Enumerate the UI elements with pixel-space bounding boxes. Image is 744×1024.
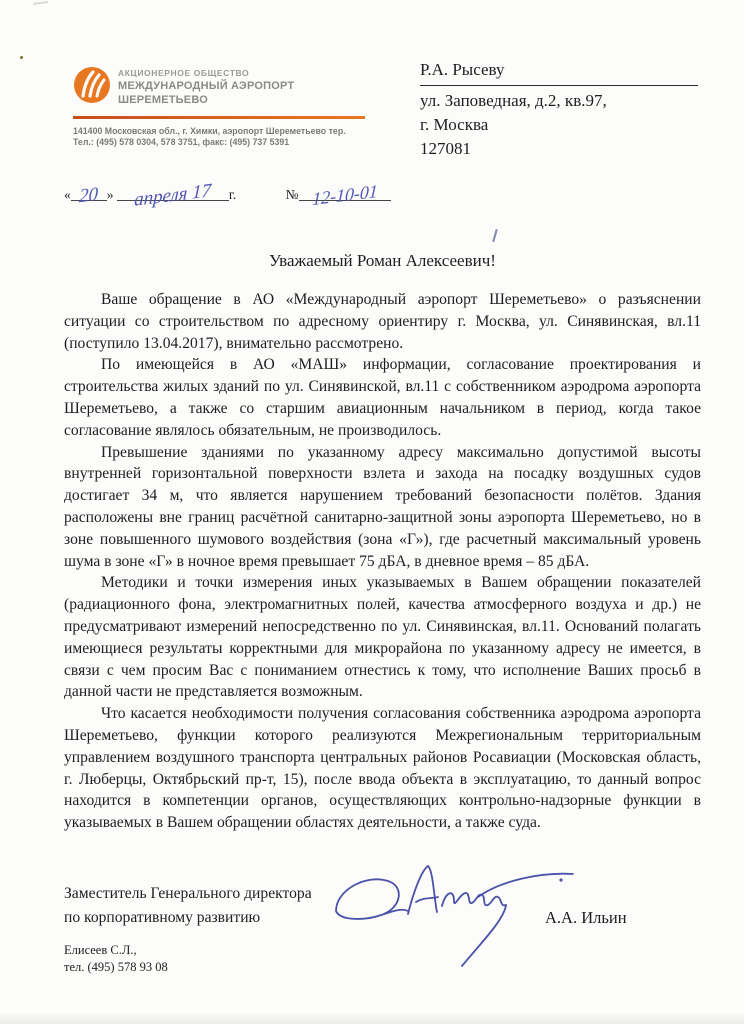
date-day-blank [71, 183, 107, 208]
recipient-name: Р.А. Рысеву [420, 58, 698, 86]
recipient-block [420, 58, 698, 161]
org-type-label: АКЦИОНЕРНОЕ ОБЩЕСТВО [118, 68, 250, 79]
recipient-postcode: 127081 [420, 139, 471, 158]
scan-smudge [33, 1, 48, 5]
recipient-street: ул. Заповедная, д.2, кв.97, [420, 91, 607, 110]
date-number-line [64, 180, 484, 211]
signer-name: А.А. Ильин [545, 908, 627, 927]
paragraph-5: Что касается необходимости получения согласования собственника аэродрома аэропорта Шереметьево, функции которого реализуются Межрегиональным территориальным управлением воздушного транспорта центральных районов Росавиации (Московская область, г. Люберцы, Октябрьский пр-т, 15), после ввода объекта в эксплуатацию, то данный вопрос находится в компетенции органов, осуществляющих контрольно-надзорные функции в указываемых в Вашем обращении областях деятельности, а также суда. [64, 705, 701, 832]
date-month-blank [117, 180, 229, 211]
executor-contact [64, 942, 168, 976]
letterhead [73, 66, 365, 148]
letterhead-phone: Тел.: (495) 578 0304, 578 3751, факс: (495) 737 5391 [73, 137, 290, 148]
executor-name: Елисеев С.Л., [64, 943, 137, 957]
letterhead-logo-row [73, 66, 365, 109]
org-name-label: МЕЖДУНАРОДНЫЙ АЭРОПОРТ ШЕРЕМЕТЬЕВО [118, 80, 295, 106]
paragraph-3: Превышение зданиями по указанному адресу максимально допустимой высоты внутренней горизонтальной поверхности взлета и захода на посадку воздушных судов достигает 34 м, что является нарушением требований безопасности полётов. Здания расположены вне границ расчётной санитарно-защитной зоны аэропорта Шереметьево, но в зоне повышенного шумового воздействия (зона «Г»), где расчетный максимальный уровень шума в зоне «Г» в ночное время превышает 75 дБА, в дневное время – 85 дБА. [64, 443, 701, 570]
handwritten-number: 12-10-01 [311, 180, 378, 210]
signature-ink [328, 856, 578, 981]
recipient-city: г. Москва [420, 115, 489, 134]
letterhead-address: 141400 Московская обл., г. Химки, аэропорт Шереметьево тер. [73, 125, 346, 136]
number-blank [299, 180, 391, 210]
paragraph-1: Ваше обращение в АО «Международный аэропорт Шереметьево» о разъяснении ситуации со строительством по адресному ориентиру г. Москва, ул. Синявинская, вл.11 (поступило 13.04.2017), внимательно рассмотрено. [64, 291, 701, 352]
letterhead-divider [73, 116, 365, 119]
close-quote: » [106, 187, 114, 202]
handwritten-day: 20 [78, 183, 99, 208]
pen-mark [492, 229, 497, 242]
open-quote: « [64, 187, 71, 202]
company-logo-icon [73, 66, 111, 109]
signer-title [64, 882, 312, 930]
handwritten-month: апреля 17 [133, 180, 212, 211]
paragraph-4: Методики и точки измерения иных указываемых в Вашем обращении показателей (радиационного фона, электромагнитных полей, качества атмосферного воздуха и др.) не предусматривают измерений непосредственно по ул. Синявинская, вл.11. Оснований полагать имеющиеся результаты корректными для микрорайона по указанному адресу не имеется, в связи с чем просим Вас с пониманием отнестись к тому, что исполнение Ваших просьб в данной части не представляется возможным. [64, 574, 701, 701]
letter-body [64, 289, 701, 834]
salutation: Уважаемый Роман Алексеевич! [269, 251, 496, 270]
scan-speck [20, 56, 23, 59]
year-suffix: г. [228, 187, 237, 202]
number-sign: № [285, 187, 299, 202]
signer-title-line1: Заместитель Генерального директора [64, 885, 312, 902]
executor-phone: тел. (495) 578 93 08 [64, 960, 168, 974]
signer-title-line2: по корпоративному развитию [64, 909, 261, 926]
letterhead-names [118, 68, 365, 107]
paragraph-2: По имеющейся в АО «МАШ» информации, согласование проектирования и строительства жилых зданий по ул. Синявинской, вл.11 с собственником аэродрома аэропорта Шереметьево, а также со старшим авиационным начальником в период, когда такое согласование являлось обязательным, не производилось. [64, 356, 701, 439]
